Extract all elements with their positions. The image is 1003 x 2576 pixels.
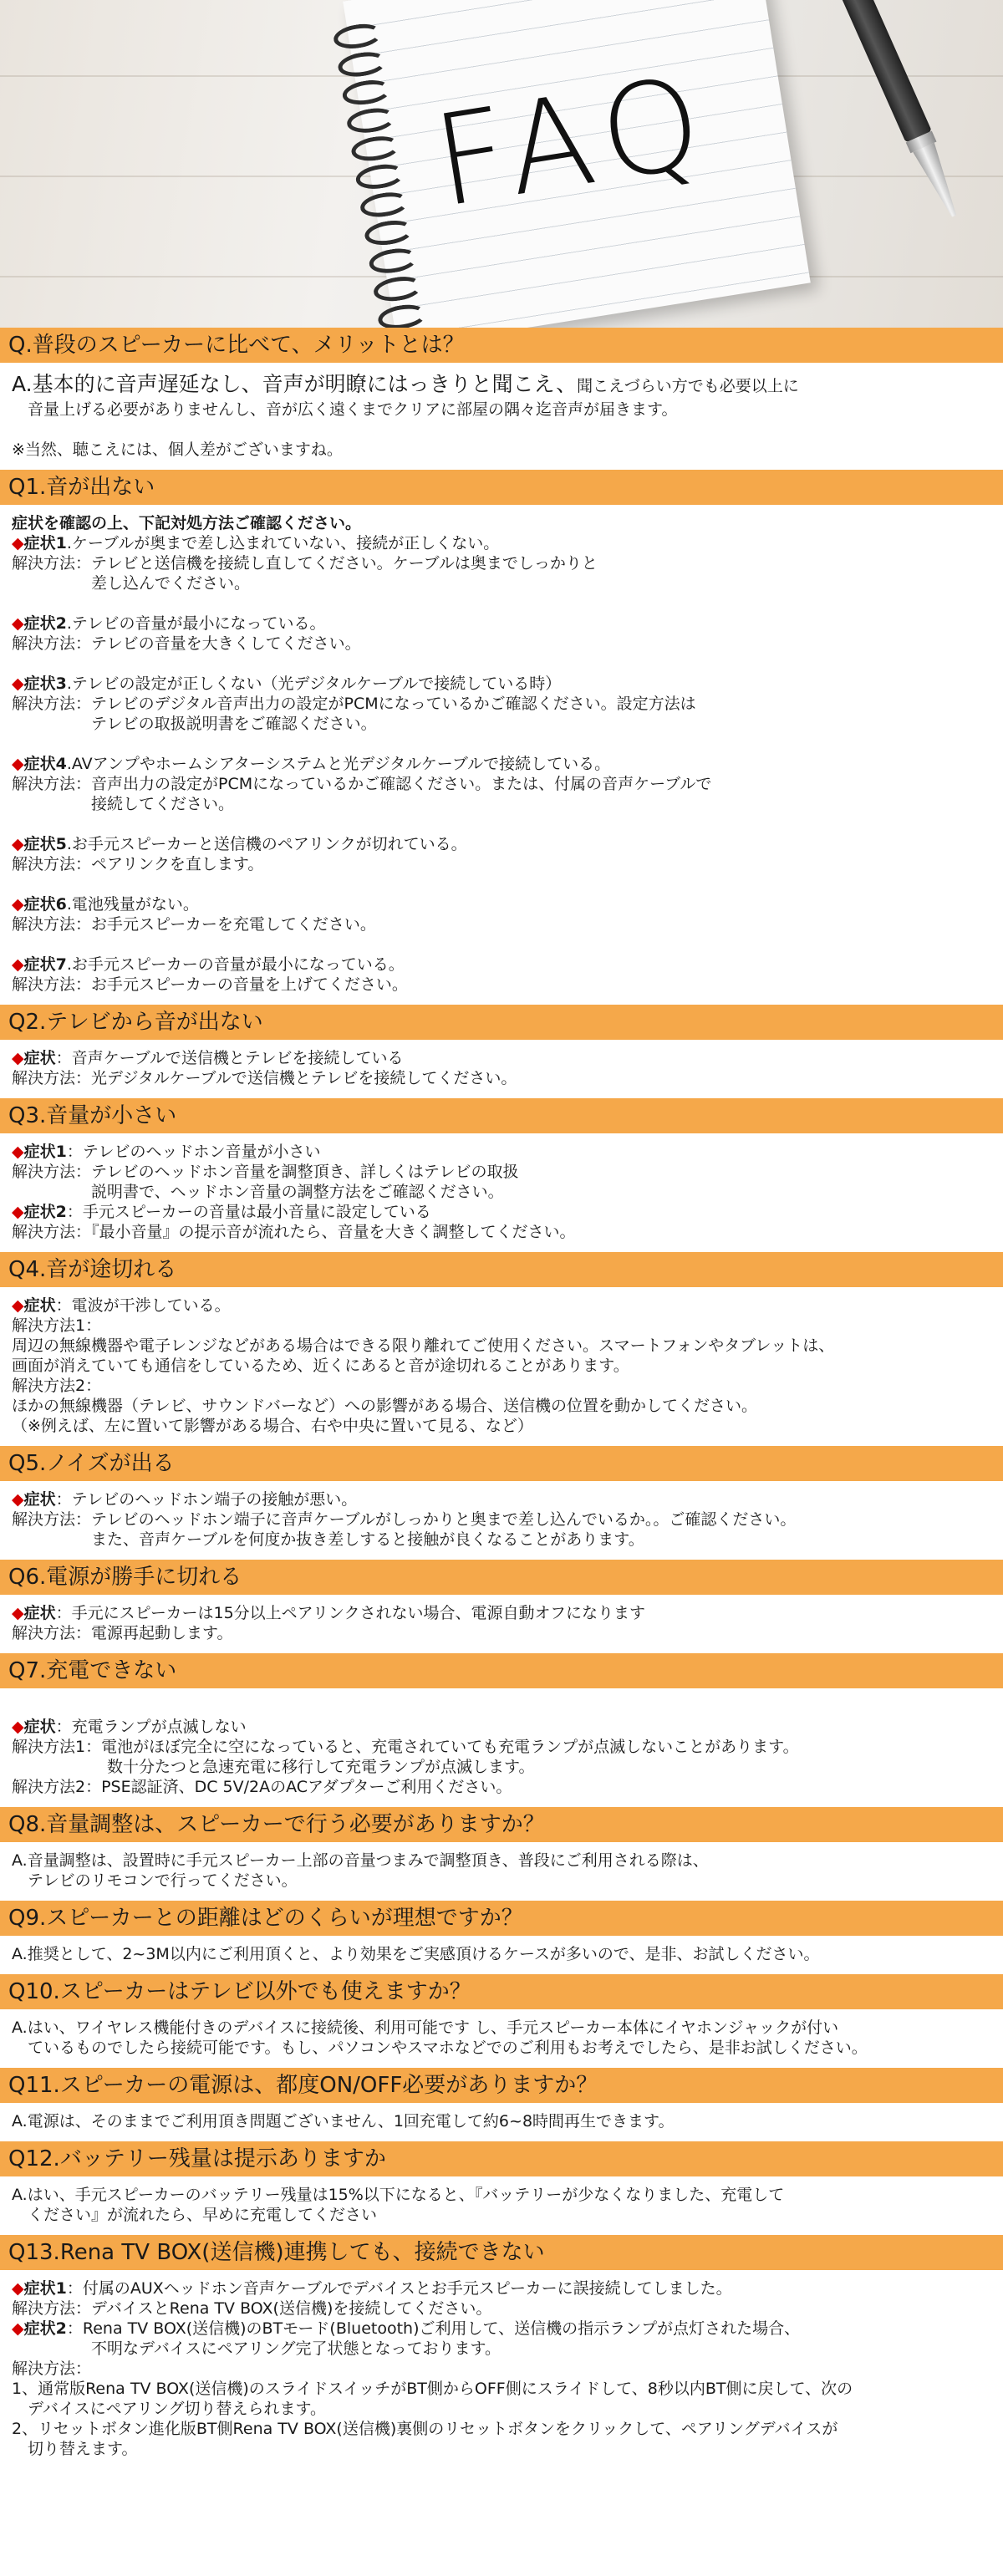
line-text: ※当然、聴こえには、個人差がございますね。 [12,440,343,459]
faq-item [0,1901,1003,1974]
faq-item [0,1974,1003,2068]
answer-line [12,2018,993,2038]
line-text: 2、リセットボタン進化版BT側Rena TV BOX(送信機)裏側のリセットボタンをクリックして、ペアリングデバイスが [12,2420,838,2438]
answer-line [12,533,993,553]
faq-question: Q8.音量調整は、スピーカーで行う必要がありますか？ [0,1807,1003,1842]
answer-line [12,1162,993,1182]
line-text: .お手元スピーカーの音量が最小になっている。 [66,955,405,974]
line-text: ：手元にスピーカーは15分以上ペアリンクされない場合、電源自動オフになります [55,1604,645,1622]
answer-line [12,1222,993,1242]
diamond-bullet-icon: ◆ [12,1296,24,1315]
faq-item [0,1560,1003,1653]
answer-line [12,914,993,934]
answer-line [12,2185,993,2205]
line-text: ：音声ケーブルで送信機とテレビを接続している [55,1049,404,1067]
symptom-label: 症状4 [23,755,67,773]
symptom-label: 症状2 [23,614,67,633]
faq-question: Q13.Rena TV BOX(送信機)連携しても、接続できない [0,2235,1003,2270]
symptom-label: 症状 [23,1296,56,1315]
answer-line [12,1416,993,1436]
symptom-label: 症状1 [23,1143,67,1161]
answer-line [12,2205,993,2225]
diamond-bullet-icon: ◆ [12,2319,24,2338]
diamond-bullet-icon: ◆ [12,835,24,853]
line-text: 説明書で、ヘッドホン音量の調整方法をご確認ください。 [12,1183,504,1201]
answer-line [12,674,993,694]
line-text: A.音量調整は、設置時に手元スピーカー上部の音量つまみで調整頂き、普段にご利用される際は、 [12,1851,709,1870]
line-text: ているものでしたら接続可能です。もし、パソコンやスマホなどでのご利用もお考えでしたら、是非お試しください。 [12,2039,868,2057]
answer-line [12,1316,993,1336]
symptom-label: 症状 [23,1718,56,1736]
faq-answer [0,2103,1003,2141]
faq-answer [0,1936,1003,1974]
line-gap [12,1697,993,1717]
answer-line [12,1068,993,1088]
faq-item [0,1446,1003,1560]
symptom-label: 症状 [23,1490,56,1509]
symptom-label: 症状 [23,1604,56,1622]
faq-item [0,2141,1003,2235]
diamond-bullet-icon: ◆ [12,1049,24,1067]
answer-line [12,694,993,714]
faq-question: Q7.充電できない [0,1653,1003,1688]
faq-question: Q9.スピーカーとの距離はどのくらいが理想ですか？ [0,1901,1003,1936]
answer-line [12,1296,993,1316]
answer-line [12,894,993,914]
hero-title: FAQ [425,48,723,236]
faq-hero-image [0,0,1003,328]
pen-illustration [841,0,969,227]
faq-answer [0,1040,1003,1098]
answer-line [12,1356,993,1376]
answer-line [12,2038,993,2058]
answer-line [12,1737,993,1757]
answer-line [12,1202,993,1222]
line-text: A.はい、ワイヤレス機能付きのデバイスに接続後、利用可能です し、手元スピーカー本体にイヤホンジャックが付い [12,2019,839,2037]
diamond-bullet-icon: ◆ [12,614,24,633]
diamond-bullet-icon: ◆ [12,1718,24,1736]
line-text: 解決方法2：PSE認証済、DC 5V/2AのACアダプターご利用ください。 [12,1778,512,1796]
line-text: 解決方法：お手元スピーカーを充電してください。 [12,915,376,934]
line-text: 解決方法：テレビのヘッドホン端子に音声ケーブルがしっかりと奥まで差し込んでいるか。。ご確認ください。 [12,1510,797,1529]
line-text-small: 聞こえづらい方でも必要以上に [577,377,799,395]
faq-question: Q2.テレビから音が出ない [0,1005,1003,1040]
line-text: 解決方法：お手元スピーカーの音量を上げてください。 [12,975,408,994]
line-text: 解決方法：光デジタルケーブルで送信機とテレビを接続してください。 [12,1069,517,1087]
faq-answer [0,1133,1003,1252]
line-text: 解決方法2： [12,1377,102,1395]
line-gap [12,420,993,440]
answer-line [12,613,993,634]
faq-item [0,470,1003,1005]
line-text: A.推奨として、2~3M以内にご利用頂くと、より効果をご実感頂けるケースが多いので、是非、お試しください。 [12,1945,820,1963]
line-text: 音量上げる必要がありませんし、音が広く遠くまでクリアに部屋の隅々迄音声が届きます。 [12,400,678,419]
faq-answer [0,1595,1003,1653]
faq-question: Q.普段のスピーカーに比べて、メリットとは？ [0,328,1003,363]
line-text: ：手元スピーカーの音量は最小音量に設定している [66,1203,431,1221]
faq-answer [0,2009,1003,2068]
line-text: 解決方法：電源再起動します。 [12,1624,233,1642]
line-text: A.基本的に音声遅延なし、音声が明瞭にはっきりと聞こえ、 [12,372,578,396]
faq-answer [0,1688,1003,1807]
faq-item [0,1807,1003,1901]
faq-item [0,328,1003,470]
answer-line [12,754,993,774]
answer-line [12,1048,993,1068]
answer-line [12,553,993,573]
line-text: A.はい、手元スピーカーのバッテリー残量は15%以下になると、『バッテリーが少なくなりました、充電して [12,2186,785,2204]
faq-item [0,1252,1003,1446]
answer-line [12,714,993,734]
line-text: ほかの無線機器（テレビ、サウンドバーなど）への影響がある場合、送信機の位置を動かしてください。 [12,1397,758,1415]
faq-question: Q6.電源が勝手に切れる [0,1560,1003,1595]
line-text: .ケーブルが奥まで差し込まれていない、接続が正しくない。 [66,534,500,552]
line-text: （※例えば、左に置いて影響がある場合、右や中央に置いて見る、など） [12,1417,533,1435]
faq-answer [0,1842,1003,1901]
answer-line [12,1944,993,1964]
faq-answer [0,363,1003,470]
symptom-label: 症状 [23,1049,56,1067]
line-text: 症状を確認の上、下記対処方法ご確認ください。 [12,514,362,532]
faq-answer [0,1287,1003,1446]
answer-line [12,1777,993,1797]
line-gap [12,734,993,754]
line-text: 解決方法：テレビの音量を大きくしてください。 [12,634,361,653]
answer-line [12,774,993,794]
faq-question: Q12.バッテリー残量は提示ありますか [0,2141,1003,2176]
answer-line [12,1142,993,1162]
diamond-bullet-icon: ◆ [12,534,24,552]
faq-list [0,328,1003,2469]
line-text: 数十分たつと急速充電に移行して充電ランプが点滅します。 [12,1758,535,1776]
diamond-bullet-icon: ◆ [12,1490,24,1509]
line-text: また、音声ケーブルを何度か抜き差しすると接触が良くなることがあります。 [12,1530,644,1549]
faq-question: Q5.ノイズが出る [0,1446,1003,1481]
line-gap [12,654,993,674]
answer-line [12,1376,993,1396]
line-gap [12,593,993,613]
faq-answer [0,505,1003,1005]
faq-question: Q3.音量が小さい [0,1098,1003,1133]
faq-item [0,2068,1003,2141]
answer-line [12,2339,993,2359]
symptom-label: 症状6 [23,895,67,914]
faq-question: Q11.スピーカーの電源は、都度ON/OFF必要がありますか？ [0,2068,1003,2103]
symptom-label: 症状3 [23,675,67,693]
answer-line [12,834,993,854]
line-gap [12,814,993,834]
faq-item [0,2235,1003,2469]
answer-line [12,1530,993,1550]
answer-line [12,2111,993,2131]
line-text: 解決方法1：電池がほぼ完全に空になっていると、充電されていても充電ランプが点滅しないことがあります。 [12,1738,799,1756]
line-text: .お手元スピーカーと送信機のペアリンクが切れている。 [66,835,467,853]
line-text: ：充電ランプが点滅しない [55,1718,247,1736]
line-text: テレビの取扱説明書をご確認ください。 [12,715,377,733]
symptom-label: 症状2 [23,2319,67,2338]
line-text: .テレビの設定が正しくない（光デジタルケーブルで接続している時） [66,675,562,693]
answer-line [12,2359,993,2379]
faq-question: Q1.音が出ない [0,470,1003,505]
line-text: ：電波が干渉している。 [55,1296,231,1315]
answer-line [12,2379,993,2399]
line-text: 不明なデバイスにペアリング完了状態となっております。 [12,2339,502,2358]
diamond-bullet-icon: ◆ [12,955,24,974]
line-text: 解決方法：デバイスとRena TV BOX(送信機)を接続してください。 [12,2299,492,2318]
faq-item [0,1005,1003,1098]
symptom-label: 症状5 [23,835,67,853]
answer-line [12,2399,993,2419]
line-text: 解決方法：ペアリンクを直します。 [12,855,264,873]
line-text: デバイスにペアリング切り替えられます。 [12,2400,327,2418]
line-text: .電池残量がない。 [66,895,199,914]
line-text: 差し込んでください。 [12,574,251,593]
line-text: 解決方法1： [12,1316,102,1335]
line-text: .テレビの音量が最小になっている。 [66,614,326,633]
answer-line [12,1182,993,1202]
line-text: 接続してください。 [12,795,235,813]
answer-line [12,1603,993,1623]
faq-answer [0,2270,1003,2469]
answer-line [12,573,993,593]
line-text: 解決方法： [12,2360,92,2378]
line-text: 切り替えます。 [12,2440,138,2458]
symptom-label: 症状1 [23,2279,67,2298]
faq-answer [0,1481,1003,1560]
diamond-bullet-icon: ◆ [12,2279,24,2298]
symptom-label: 症状2 [23,1203,67,1221]
answer-line [12,955,993,975]
line-text: ：付属のAUXヘッドホン音声ケーブルでデバイスとお手元スピーカーに誤接続してしました。 [66,2279,732,2298]
line-text: 1、通常版Rena TV BOX(送信機)のスライドスイッチがBT側からOFF側にスライドして、8秒以内BT側に戻して、次の [12,2380,853,2398]
answer-line [12,1757,993,1777]
diamond-bullet-icon: ◆ [12,755,24,773]
line-text: ：テレビのヘッドホン端子の接触が悪い。 [55,1490,358,1509]
line-text: 画面が消えていても通信をしているため、近くにあると音が途切れることがあります。 [12,1357,629,1375]
line-text: 解決方法：テレビと送信機を接続し直してください。ケーブルは奥までしっかりと [12,554,598,573]
line-text: 周辺の無線機器や電子レンジなどがある場合はできる限り離れてご使用ください。スマートフォンやタブレットは、 [12,1336,835,1355]
faq-answer [0,2176,1003,2235]
answer-line [12,1871,993,1891]
answer-line [12,1509,993,1530]
answer-line [12,2299,993,2319]
answer-line [12,1489,993,1509]
line-text: ：Rena TV BOX(送信機)のBTモード(Bluetooth)ご利用して、送信機の指示ランプが点灯された場合、 [66,2319,801,2338]
line-text: テレビのリモコンで行ってください。 [12,1871,298,1890]
line-text: 解決方法：テレビのヘッドホン音量を調整頂き、詳しくはテレビの取扱 [12,1163,519,1181]
faq-question: Q10.スピーカーはテレビ以外でも使えますか？ [0,1974,1003,2009]
line-gap [12,934,993,955]
symptom-label: 症状1 [23,534,67,552]
answer-line [12,975,993,995]
answer-line [12,2278,993,2299]
faq-item [0,1098,1003,1252]
answer-line [12,1717,993,1737]
answer-line [12,400,993,420]
answer-line [12,634,993,654]
diamond-bullet-icon: ◆ [12,675,24,693]
line-text: ：テレビのヘッドホン音量が小さい [66,1143,321,1161]
answer-line [12,1623,993,1643]
answer-line [12,794,993,814]
answer-line [12,2439,993,2459]
answer-line [12,1851,993,1871]
line-text: ください』が流れたら、早めに充電してください [12,2206,378,2224]
diamond-bullet-icon: ◆ [12,1604,24,1622]
answer-line [12,1336,993,1356]
diamond-bullet-icon: ◆ [12,895,24,914]
diamond-bullet-icon: ◆ [12,1143,24,1161]
answer-line [12,371,993,400]
answer-line [12,513,993,533]
line-text: A.電源は、そのままでご利用頂き問題ございません、1回充電して約6~8時間再生できます。 [12,2112,675,2131]
diamond-bullet-icon: ◆ [12,1203,24,1221]
line-gap [12,874,993,894]
line-text: 解決方法：『最小音量』の提示音が流れたら、音量を大きく調整してください。 [12,1223,576,1241]
answer-line [12,1396,993,1416]
faq-item [0,1653,1003,1807]
line-text: 解決方法：音声出力の設定がPCMになっているかご確認ください。または、付属の音声ケーブルで [12,775,712,793]
answer-line [12,2419,993,2439]
line-text: .AVアンプやホームシアターシステムと光デジタルケーブルで接続している。 [66,755,611,773]
line-text: 解決方法：テレビのデジタル音声出力の設定がPCMになっているかご確認ください。設定方法は [12,695,696,713]
symptom-label: 症状7 [23,955,67,974]
answer-line [12,854,993,874]
answer-line [12,2319,993,2339]
faq-question: Q4.音が途切れる [0,1252,1003,1287]
answer-line [12,440,993,460]
